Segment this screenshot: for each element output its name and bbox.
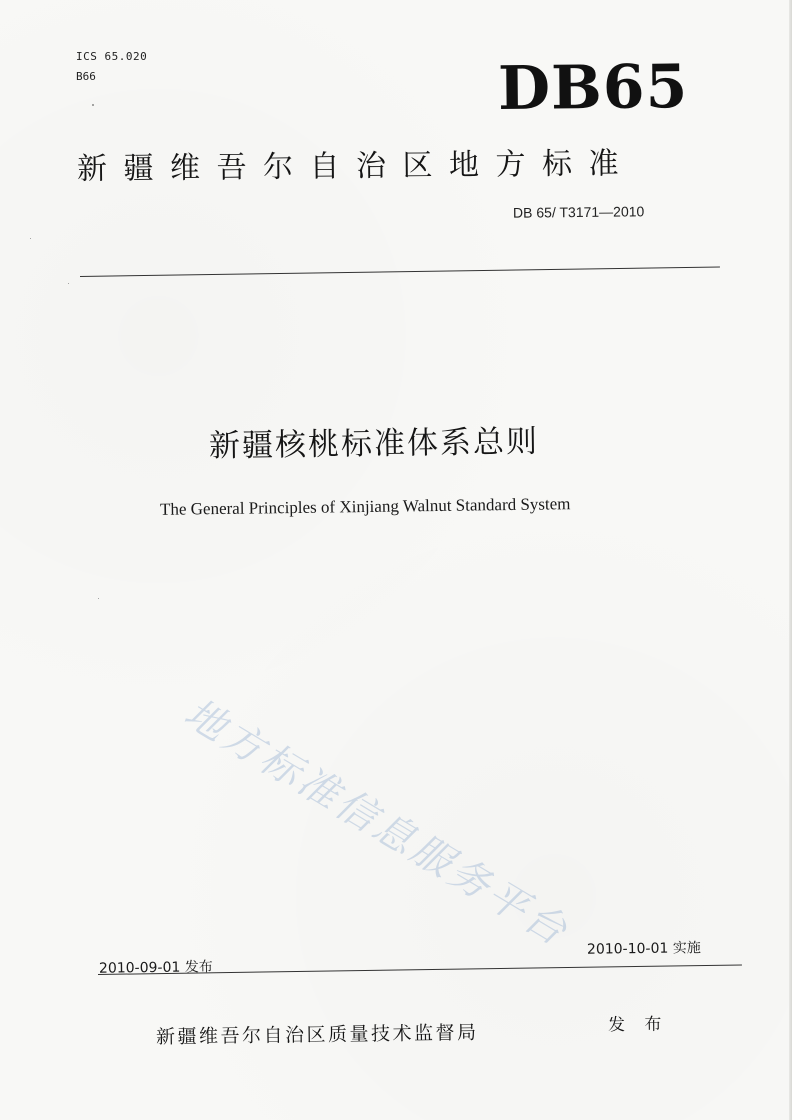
issue-date: 2010-09-01 发布 (98, 959, 213, 977)
standard-number: DB 65/ T3171—2010 (512, 203, 645, 221)
title-chinese: 新疆核桃标准体系总则 (208, 423, 540, 465)
standard-type-heading: 新疆维吾尔自治区地方标准 (76, 146, 636, 187)
ics-code: ICS 65.020 (76, 50, 148, 63)
scan-speck (30, 238, 31, 239)
scan-speck (98, 598, 99, 599)
implementation-date: 2010-10-01 实施 (586, 940, 701, 958)
scan-speck (68, 283, 69, 284)
ccs-code: B66 (76, 70, 96, 83)
header-divider (80, 267, 720, 277)
standard-code-mark: DB65 (497, 52, 689, 124)
scan-speck (92, 104, 94, 106)
publish-label: 发 布 (607, 1014, 669, 1036)
watermark-text: 地方标准信息服务平台 (176, 690, 578, 957)
title-english: The General Principles of Xinjiang Walnut Standard System (159, 494, 571, 519)
publisher-name: 新疆维吾尔自治区质量技术监督局 (155, 1021, 479, 1049)
